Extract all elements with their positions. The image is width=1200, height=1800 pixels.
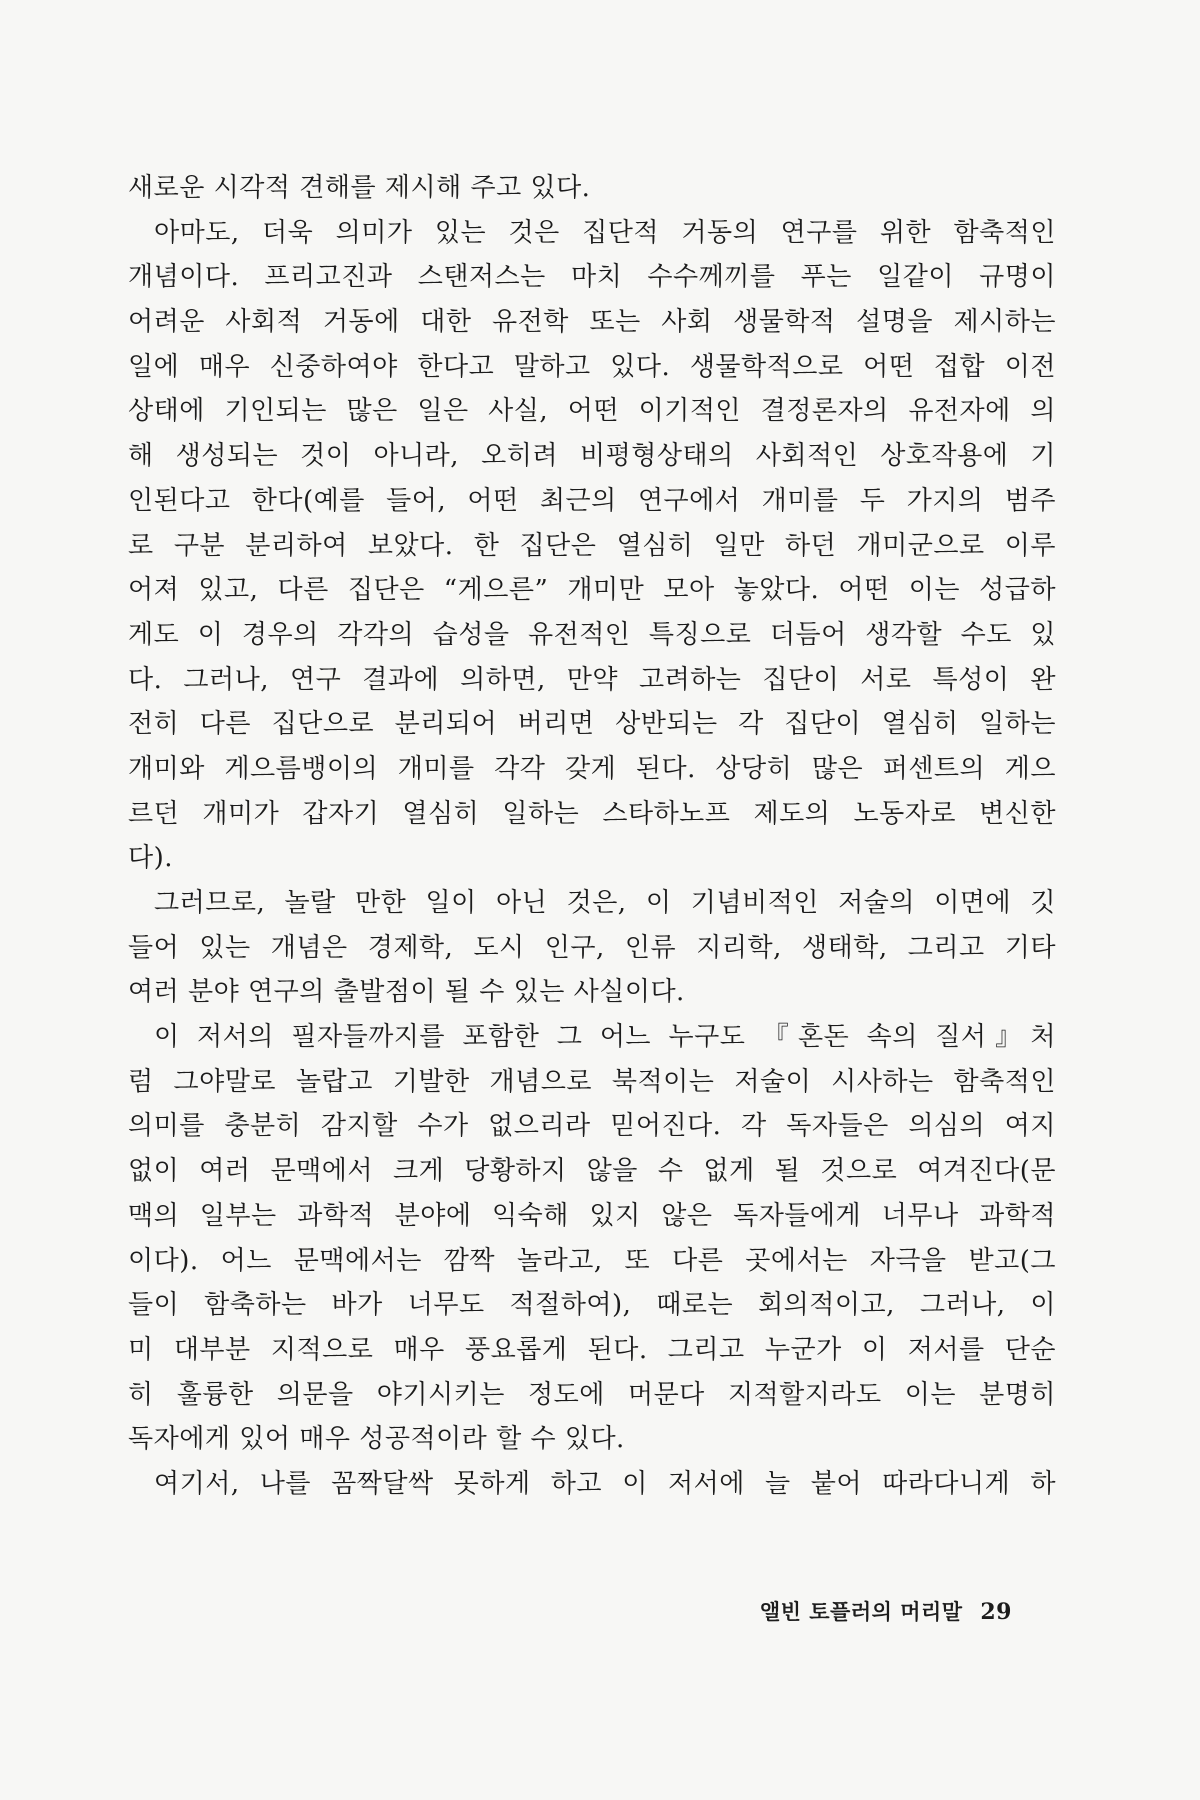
text-line: 들어 있는 개념은 경제학, 도시 인구, 인류 지리학, 생태학, 그리고 기타 — [128, 932, 1056, 963]
body-text — [128, 166, 1056, 1507]
text-line: 이다). 어느 문맥에서는 깜짝 놀라고, 또 다른 곳에서는 자극을 받고(그 — [128, 1245, 1056, 1276]
text-line: 독자에게 있어 매우 성공적이라 할 수 있다. — [128, 1424, 625, 1455]
text-line: 르던 개미가 갑자기 열심히 일하는 스타하노프 제도의 노동자로 변신한 — [128, 798, 1056, 829]
text-line: 새로운 시각적 견해를 제시해 주고 있다. — [128, 173, 591, 203]
text-line: 없이 여러 문맥에서 크게 당황하지 않을 수 없게 될 것으로 여겨진다(문 — [128, 1156, 1056, 1187]
text-line: 이 저서의 필자들까지를 포함한 그 어느 누구도 『혼돈 속의 질서』처 — [154, 1022, 1056, 1053]
text-line: 여기서, 나를 꼼짝달싹 못하게 하고 이 저서에 늘 붙어 따라다니게 하 — [154, 1468, 1056, 1499]
text-line: 의미를 충분히 감지할 수가 없으리라 믿어진다. 각 독자들은 의심의 여지 — [128, 1111, 1056, 1142]
text-line: 해 생성되는 것이 아니라, 오히려 비평형상태의 사회적인 상호작용에 기 — [128, 441, 1056, 472]
text-line: 다. 그러나, 연구 결과에 의하면, 만약 고려하는 집단이 서로 특성이 완 — [128, 664, 1056, 695]
text-line: 개미와 게으름뱅이의 개미를 각각 갖게 된다. 상당히 많은 퍼센트의 게으 — [128, 753, 1056, 784]
text-line: 다). — [128, 843, 174, 874]
text-line: 게도 이 경우의 각각의 습성을 유전적인 특징으로 더듬어 생각할 수도 있 — [128, 619, 1056, 650]
text-line: 로 구분 분리하여 보았다. 한 집단은 열심히 일만 하던 개미군으로 이루 — [128, 530, 1056, 561]
text-line: 전히 다른 집단으로 분리되어 버리면 상반되는 각 집단이 열심히 일하는 — [128, 709, 1056, 740]
text-line: 아마도, 더욱 의미가 있는 것은 집단적 거동의 연구를 위한 함축적인 — [154, 217, 1056, 248]
text-line: 미 대부분 지적으로 매우 풍요롭게 된다. 그리고 누군가 이 저서를 단순 — [128, 1334, 1056, 1365]
text-line: 어져 있고, 다른 집단은 “게으른” 개미만 모아 놓았다. 어떤 이는 성급하 — [128, 575, 1056, 606]
text-line: 인된다고 한다(예를 들어, 어떤 최근의 연구에서 개미를 두 가지의 범주 — [128, 485, 1056, 516]
page-number: 29 — [980, 1599, 1012, 1625]
text-line: 히 훌륭한 의문을 야기시키는 정도에 머문다 지적할지라도 이는 분명히 — [128, 1379, 1056, 1410]
running-footer — [760, 1596, 1012, 1626]
text-line: 개념이다. 프리고진과 스탠저스는 마치 수수께끼를 푸는 일같이 규명이 — [128, 262, 1056, 293]
text-line: 일에 매우 신중하여야 한다고 말하고 있다. 생물학적으로 어떤 접합 이전 — [128, 351, 1056, 382]
text-line: 럼 그야말로 놀랍고 기발한 개념으로 북적이는 저술이 시사하는 함축적인 — [128, 1066, 1056, 1097]
footer-title: 앨빈 토플러의 머리말 — [759, 1599, 963, 1624]
text-line: 들이 함축하는 바가 너무도 적절하여), 때로는 회의적이고, 그러나, 이 — [128, 1290, 1056, 1321]
text-line: 상태에 기인되는 많은 일은 사실, 어떤 이기적인 결정론자의 유전자에 의 — [128, 396, 1056, 427]
text-line: 맥의 일부는 과학적 분야에 익숙해 있지 않은 독자들에게 너무나 과학적 — [128, 1200, 1056, 1231]
text-line: 어려운 사회적 거동에 대한 유전학 또는 사회 생물학적 설명을 제시하는 — [128, 307, 1056, 338]
text-line: 여러 분야 연구의 출발점이 될 수 있는 사실이다. — [128, 977, 685, 1008]
text-line: 그러므로, 놀랄 만한 일이 아닌 것은, 이 기념비적인 저술의 이면에 깃 — [154, 888, 1056, 918]
